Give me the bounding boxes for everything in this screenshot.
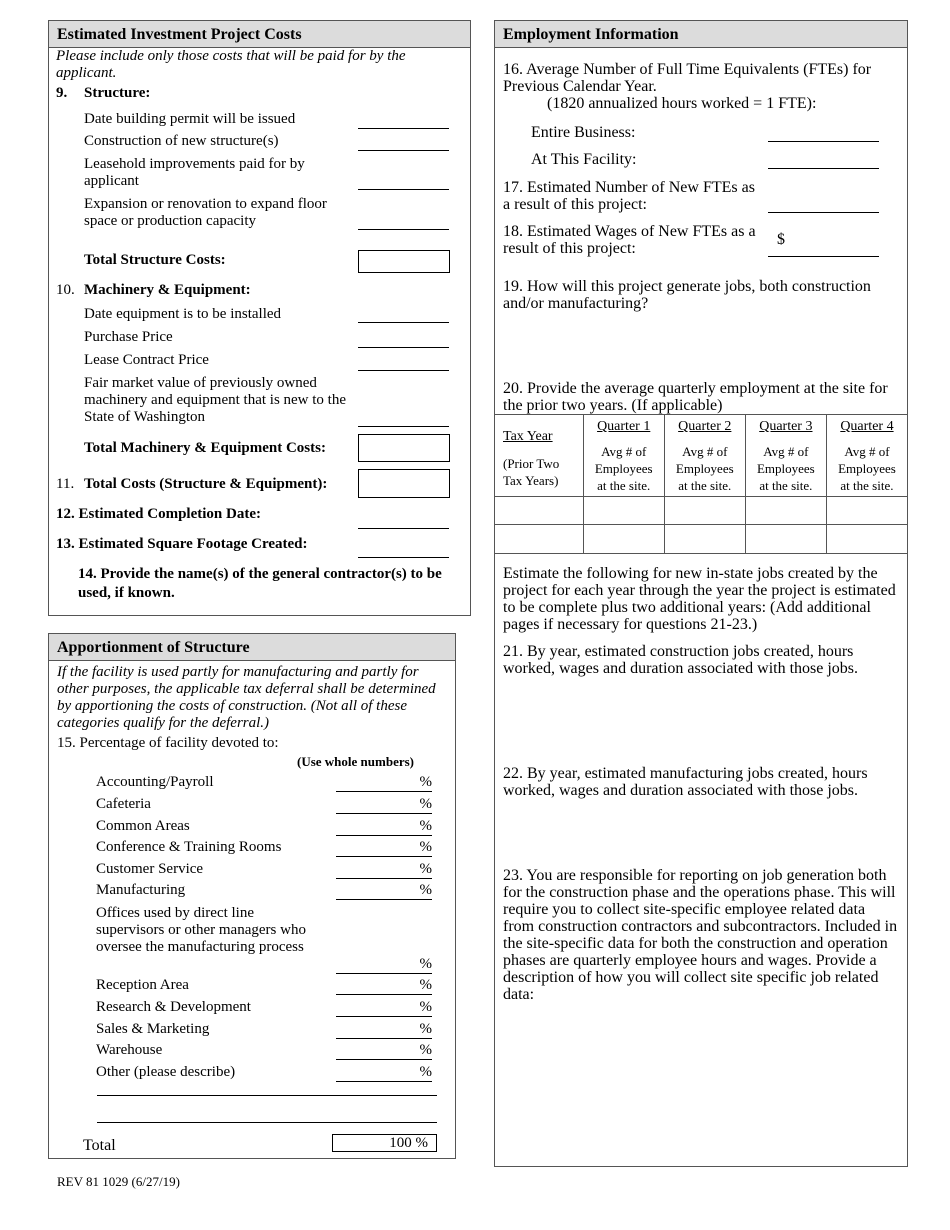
completion-date-label: 12. Estimated Completion Date:	[56, 506, 261, 522]
q23-label: 23. You are responsible for reporting on job generation both for the construction phase and the operations phase. This will require you to collect site-specific employee related data from construction contractors and subcontractors. Included in the site-specific data for both the construction and operation phases are quarterly employee hours and wages. Provide a description of how you will collect site specific job related data:	[503, 867, 898, 1003]
q17-label: 17. Estimated Number of New FTEs as a result of this project:	[503, 179, 755, 213]
quarterly-employment-table	[494, 414, 908, 554]
q11-number: 11.	[56, 476, 75, 492]
q20-label: 20. Provide the average quarterly employment at the site for the prior two years. (If applicable)	[503, 380, 888, 414]
row1-q4-cell[interactable]	[826, 497, 907, 525]
building-permit-date-label: Date building permit will be issued	[84, 111, 296, 127]
quarter-1-title: Quarter 1	[597, 419, 651, 434]
row1-q3-cell[interactable]	[745, 497, 826, 525]
estimate-instructions: Estimate the following for new in-state jobs created by the project for each year through the year the project is estimated to be complete plus two additional years: (Add additional pages if necessary for questions 21-23.)	[503, 565, 896, 633]
table-header-row	[495, 415, 908, 497]
this-facility-field[interactable]	[768, 168, 879, 169]
table-row	[495, 497, 908, 525]
completion-date-field[interactable]	[358, 528, 449, 529]
square-footage-field[interactable]	[358, 557, 449, 558]
leasehold-improvements-label: Leasehold improvements paid for by applicant	[84, 156, 305, 189]
revision-number: REV 81 1029 (6/27/19)	[57, 1174, 180, 1189]
apportionment-note: If the facility is used partly for manufacturing and partly for other purposes, the applicable tax deferral shall be determined by apportioning the costs of construction. (Not all of these categories qualify for the deferral.)	[57, 664, 436, 731]
warehouse-label: Warehouse	[96, 1042, 163, 1058]
customer-service-pct[interactable]: %	[336, 861, 432, 879]
warehouse-pct[interactable]: %	[336, 1042, 432, 1060]
q21-label: 21. By year, estimated construction jobs created, hours worked, wages and duration associated with those jobs.	[503, 643, 859, 677]
total-structure-label: Total Structure Costs:	[84, 252, 226, 268]
quarter-4-sub: Avg # of Employees at the site.	[838, 444, 896, 493]
q10-label: Machinery & Equipment:	[84, 282, 251, 298]
sales-marketing-pct[interactable]: %	[336, 1021, 432, 1039]
q19-label: 19. How will this project generate jobs, both construction and/or manufacturing?	[503, 278, 871, 312]
dollar-sign: $	[777, 231, 785, 248]
accounting-payroll-pct[interactable]: %	[336, 774, 432, 792]
other-label: Other (please describe)	[96, 1064, 236, 1080]
row2-tax-year-cell[interactable]	[495, 525, 584, 554]
row1-q1-cell[interactable]	[583, 497, 664, 525]
total-equipment-label: Total Machinery & Equipment Costs:	[84, 440, 326, 456]
quarter-3-header	[745, 415, 826, 497]
lease-contract-price-field[interactable]	[358, 370, 449, 371]
quarter-2-title: Quarter 2	[678, 419, 732, 434]
q10-number: 10.	[56, 282, 75, 298]
table-row	[495, 525, 908, 554]
fair-market-value-label: Fair market value of previously owned machinery and equipment that is new to the State of Washington	[84, 375, 347, 425]
reception-area-label: Reception Area	[96, 977, 189, 993]
q15-label: 15. Percentage of facility devoted to:	[57, 735, 279, 751]
apportionment-header: Apportionment of Structure	[49, 634, 455, 661]
quarter-1-sub: Avg # of Employees at the site.	[594, 444, 653, 493]
offices-pct[interactable]: %	[336, 956, 432, 974]
row1-tax-year-cell[interactable]	[495, 497, 584, 525]
total-equipment-field[interactable]	[358, 434, 450, 462]
q16-fte-definition: (1820 annualized hours worked = 1 FTE):	[547, 95, 817, 112]
total-costs-label: Total Costs (Structure & Equipment):	[84, 476, 328, 492]
cafeteria-label: Cafeteria	[96, 796, 151, 812]
total-label: Total	[83, 1137, 116, 1154]
row2-q4-cell[interactable]	[826, 525, 907, 554]
expansion-field[interactable]	[358, 229, 449, 230]
whole-numbers-note: (Use whole numbers)	[297, 754, 414, 769]
quarter-1-header	[583, 415, 664, 497]
accounting-payroll-label: Accounting/Payroll	[96, 774, 214, 790]
quarter-4-title: Quarter 4	[840, 419, 894, 434]
total-percentage: 100 %	[332, 1134, 437, 1152]
lease-contract-price-label: Lease Contract Price	[84, 352, 209, 368]
customer-service-label: Customer Service	[96, 861, 204, 877]
building-permit-date-field[interactable]	[358, 128, 449, 129]
investment-costs-header: Estimated Investment Project Costs	[49, 21, 470, 48]
quarter-3-sub: Avg # of Employees at the site.	[756, 444, 815, 493]
row1-q2-cell[interactable]	[664, 497, 745, 525]
q22-label: 22. By year, estimated manufacturing jobs created, hours worked, wages and duration associated with those jobs.	[503, 765, 868, 799]
row2-q1-cell[interactable]	[583, 525, 664, 554]
common-areas-pct[interactable]: %	[336, 818, 432, 836]
row2-q2-cell[interactable]	[664, 525, 745, 554]
new-fte-wages-field[interactable]	[768, 256, 879, 257]
research-development-pct[interactable]: %	[336, 999, 432, 1017]
tax-year-header	[495, 415, 584, 497]
new-structure-field[interactable]	[358, 150, 449, 151]
sales-marketing-label: Sales & Marketing	[96, 1021, 210, 1037]
entire-business-field[interactable]	[768, 141, 879, 142]
new-structure-label: Construction of new structure(s)	[84, 133, 279, 149]
new-ftes-field[interactable]	[768, 212, 879, 213]
tax-year-sub: (Prior Two Tax Years)	[503, 456, 560, 488]
equipment-install-date-field[interactable]	[358, 322, 449, 323]
q9-label: Structure:	[84, 85, 151, 101]
quarter-3-title: Quarter 3	[759, 419, 813, 434]
costs-note: Please include only those costs that will be paid for by the applicant.	[56, 48, 406, 81]
row2-q3-cell[interactable]	[745, 525, 826, 554]
leasehold-improvements-field[interactable]	[358, 189, 449, 190]
this-facility-label: At This Facility:	[531, 151, 637, 168]
offices-label: Offices used by direct line supervisors or other managers who oversee the manufacturing process	[96, 905, 306, 955]
cafeteria-pct[interactable]: %	[336, 796, 432, 814]
total-costs-field[interactable]	[358, 469, 450, 498]
quarter-2-sub: Avg # of Employees at the site.	[675, 444, 734, 493]
general-contractor-label: 14. Provide the name(s) of the general contractor(s) to be used, if known.	[78, 566, 442, 601]
equipment-install-date-label: Date equipment is to be installed	[84, 306, 282, 322]
quarter-2-header	[664, 415, 745, 497]
entire-business-label: Entire Business:	[531, 124, 636, 141]
manufacturing-pct[interactable]: %	[336, 882, 432, 900]
fair-market-value-field[interactable]	[358, 426, 449, 427]
total-structure-field[interactable]	[358, 250, 450, 273]
quarter-4-header	[826, 415, 907, 497]
conference-training-label: Conference & Training Rooms	[96, 839, 282, 855]
q16-label: 16. Average Number of Full Time Equivalents (FTEs) for Previous Calendar Year.	[503, 61, 872, 95]
conference-training-pct[interactable]: %	[336, 839, 432, 857]
other-describe-line-2[interactable]	[97, 1122, 437, 1123]
employment-header: Employment Information	[495, 21, 907, 48]
common-areas-label: Common Areas	[96, 818, 190, 834]
research-development-label: Research & Development	[96, 999, 251, 1015]
square-footage-label: 13. Estimated Square Footage Created:	[56, 536, 308, 552]
q18-label: 18. Estimated Wages of New FTEs as a result of this project:	[503, 223, 756, 257]
other-describe-line-1[interactable]	[97, 1095, 437, 1096]
q9-number: 9.	[56, 85, 68, 101]
manufacturing-label: Manufacturing	[96, 882, 186, 898]
tax-year-title: Tax Year	[503, 429, 553, 444]
purchase-price-field[interactable]	[358, 347, 449, 348]
reception-area-pct[interactable]: %	[336, 977, 432, 995]
purchase-price-label: Purchase Price	[84, 329, 173, 345]
other-pct[interactable]: %	[336, 1064, 432, 1082]
expansion-label: Expansion or renovation to expand floor space or production capacity	[84, 196, 327, 229]
